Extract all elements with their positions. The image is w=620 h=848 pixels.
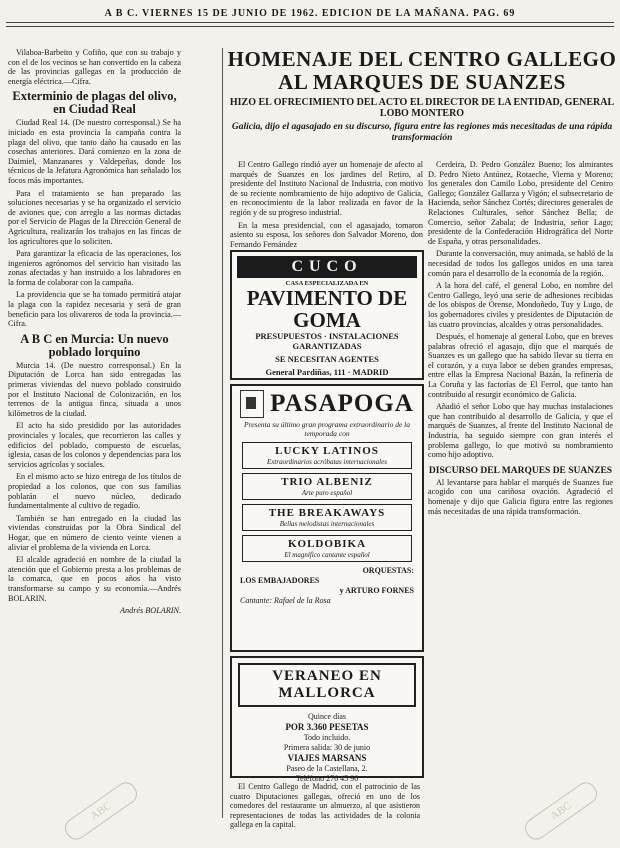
article-intro: Vilaboa-Barbeito y Cofiño, que con su trabajo y con el de los vecinos se han convertido en la cabeza de las provincias gallegas en la producción de energía eléctrica.—Cifra. — [8, 48, 181, 86]
paragraph: Añadió el señor Lobo que hay muchas instalaciones que han contribuido al desarrollo de Galicia, y que el marqués de Suanzes, al frente del Instituto Nacional de Industria, ha seguido siempre con gran interés el problema gallego, lo que motivó su nombramiento como hijo adoptivo. — [428, 402, 613, 460]
paragraph: Durante la conversación, muy animada, se habló de la necesidad de todos los gallegos unidos en una tarea común para el desarrollo de la economía de la región. — [428, 249, 613, 278]
ad-services: PRESUPUESTOS · INSTALACIONES GARANTIZADAS — [255, 331, 399, 351]
paragraph: Murcia 14. (De nuestro corresponsal.) En la Diputación de Lorca han sido entregadas las primeras viviendas del nuevo poblado construido por el Instituto Nacional de Colonización, en los terrenos de la antigua finca, situada a unos kilómetros de la ciudad. — [8, 360, 181, 418]
ad-line: Paseo de la Castellana, 2. — [286, 764, 368, 773]
act-name: TRIO ALBENIZ — [281, 476, 373, 488]
ad-pasapoga — [230, 384, 424, 652]
paragraph: El Centro Gallego rindió ayer un homenaje de afecto al marqués de Suanzes en los jardines del Retiro, al presidente del Instituto Nacional de Industria, con motivo de su reciente nombramiento de hijo adoptivo de Galicia, en reconocimiento de la labor realizada en favor de la región y de su progreso industrial. — [230, 160, 423, 217]
orchestra-1: LOS EMBAJADORES — [240, 576, 320, 585]
act-name: THE BREAKAWAYS — [268, 507, 386, 519]
ad-product: PAVIMENTO DE GOMA — [246, 286, 408, 332]
paragraph: Al levantarse para hablar el marqués de Suanzes fue acogido con una cariñosa ovación. Agradeció el homenaje y dijo que Galicia figura entre las regiones más necesitadas de una rápida transformación. — [428, 477, 613, 516]
crest-icon — [240, 390, 264, 418]
act-desc: El magnífico cantante español — [284, 551, 370, 559]
orchestras — [240, 566, 414, 606]
ad-mallorca-banner: VERANEO EN MALLORCA — [238, 663, 416, 707]
ad-act — [242, 504, 412, 531]
paragraph: También se han entregado en la ciudad las viviendas construidas por la Obra Sindical del Hogar, que en número de ciento veinte vienen a aliviar el problema de la vivienda en Lorca. — [8, 513, 181, 552]
ad-intro: Presenta su último gran programa extraordinario de la temporada con — [243, 420, 411, 438]
paragraph: A la hora del café, el general Lobo, en nombre del Centro Gallego, leyó una serie de adhesiones recibidas de los obispos de Orense, Mondoñedo, Tuy y Lugo, de los gobernadores civiles y presidentes de Diputación de las cuatro provincias, alcaldes y otras personalidades. — [428, 281, 613, 329]
ad-tagline: CASA ESPECIALIZADA EN — [285, 280, 369, 287]
singer: Cantante: Rafael de la Rosa — [240, 596, 331, 605]
column-center — [230, 160, 423, 252]
ad-act — [242, 535, 412, 562]
paragraph: El acto ha sido presidido por las autoridades provinciales y locales, que recorrieron las calles y edificios del poblado, compuesto de escuelas, iglesia, casas de los colonos y dependencias para los servicios agrícolas y sociales. — [8, 421, 181, 469]
ad-price: POR 3.360 PESETAS — [285, 722, 369, 732]
ad-phone: Teléfono 276 45 96 — [295, 774, 359, 783]
headline-olivo: Exterminio de plagas del olivo, en Ciudad Real — [12, 89, 177, 117]
ad-address: General Pardiñas, 111 · MADRID — [265, 367, 389, 377]
paragraph: Para garantizar la eficacia de las operaciones, los ingenieros agrónomos del servicio han visitado las zonas afectadas y han instruido a los labradores en la forma de colaborar con la campaña. — [8, 249, 181, 287]
ad-agency: VIAJES MARSANS — [287, 753, 367, 763]
act-name: LUCKY LATINOS — [275, 445, 379, 457]
orchestras-label: ORQUESTAS: — [362, 566, 414, 575]
ad-act — [242, 473, 412, 500]
orchestra-2: y ARTURO FORNES — [339, 586, 414, 595]
act-desc: Arte puro español — [301, 489, 353, 497]
act-desc: Extraordinarios acróbatas internacionales — [267, 458, 387, 466]
headline-dek: Galicia, dijo el agasajado en su discurso, figura entre las regiones más necesitadas de una rápida transformación — [231, 122, 613, 143]
ad-veraneo-mallorca — [230, 656, 424, 783]
ad-pavimento-goma — [230, 250, 424, 380]
paragraph: En la mesa presidencial, con el agasajado, tomaron asiento su esposa, los señores don Salvador Moreno, don Fernando Fernández — [230, 220, 423, 249]
headline-title: HOMENAJE DEL CENTRO GALLEGO AL MARQUES DE SUANZES — [227, 47, 617, 94]
headline-murcia: A B C en Murcia: Un nuevo poblado lorquino — [20, 331, 169, 359]
ad-agents: SE NECESITAN AGENTES — [275, 354, 379, 364]
ad-brand-banner: CUCO — [237, 256, 417, 278]
act-name: KOLDOBIKA — [287, 538, 367, 550]
ad-line: Primera salida: 30 de junio — [283, 743, 371, 752]
paragraph: El alcalde agradeció en nombre de la ciudad la atención que el Gobierno presta a los problemas de la comarca, que en pocos años ha visto transformarse su campo y su economía.—Andrés BOLARIN. — [8, 555, 181, 603]
column-right — [428, 160, 613, 519]
header-rule — [6, 22, 614, 23]
page-header: A B C. VIERNES 15 DE JUNIO DE 1962. EDICION DE LA MAÑANA. PAG. 69 — [104, 8, 516, 19]
ad-line: Quince días — [308, 712, 346, 721]
watermark-stamp: ABC — [61, 778, 141, 843]
ad-line: Todo incluido. — [303, 733, 351, 742]
paragraph: La providencia que se ha tomado permitirá atajar la plaga con la rapidez necesaria y será de gran beneficio para los olivareros de toda la provincia.—Cifra. — [8, 290, 181, 329]
paragraph: Después, el homenaje al general Lobo, que en breves palabras ofreció el agasajo, dijo que el marqués de Suanzes es un gallego que ha sabido llevar su tierra en el corazón, y a cuya labor se deben grandes empresas, entre ellas la Empresa Nacional Bazán, la refinería de La Coruña y las factorías de El Ferrol, que tanto han contribuido al resurgir económico de Galicia. — [428, 332, 613, 399]
watermark-stamp: ABC — [521, 778, 601, 843]
headline-discurso: DISCURSO DEL MARQUES DE SUANZES — [428, 465, 613, 476]
ad-pasapoga-title: PASAPOGA — [270, 390, 414, 417]
column-divider — [222, 48, 223, 818]
paragraph: Cerdeira, D. Pedro González Bueno; los almirantes D. Pedro Nieto Antúnez, Rotaeche, Vierna y Moreno; los generales don Camilo Lobo, presidente del Centro Gallego; González Gallarza y Vigón; el subsecretario de Hacienda, señor Sánchez Cortés; directores generales de Relaciones Culturales, señor Sánchez Bella; de Comercio, señor Zabala; de Industria, señor Lago; presidente de la Confederación Hidrográfica del Norte de España, y otras personalidades. — [428, 160, 613, 246]
main-headline — [226, 48, 618, 144]
paragraph: Ciudad Real 14. (De nuestro corresponsal.) Se ha iniciado en esta provincia la campaña contra la plaga del olivo, que tanto daño ha causado en las cosechas anteriores. Dará comienzo en la zona de Daimiel, Manzanares y Valdepeñas, donde los técnicos de la Jefatura Agronómica han señalado los focos más importantes. — [8, 118, 181, 185]
byline: Andrés BOLARIN. — [120, 606, 181, 616]
paragraph: El Centro Gallego de Madrid, con el patrocinio de las cuatro Diputaciones gallegas, ofreció en uno de los comedores del restaurante un almuerzo, al que asistieron representaciones de todas las actividades de la colonia gallega en la capital. — [230, 782, 420, 829]
header-rule-2 — [6, 26, 614, 27]
headline-subtitle: HIZO EL OFRECIMIENTO DEL ACTO EL DIRECTOR DE LA ENTIDAD, GENERAL LOBO MONTERO — [229, 97, 615, 119]
paragraph: En el mismo acto se hizo entrega de los títulos de propiedad a los colonos, que con sus familias poblarán el nuevo núcleo, dedicado fundamentalmente al cultivo de regadío. — [8, 472, 181, 511]
act-desc: Bellas melodistas internacionales — [279, 520, 375, 528]
column-left — [8, 48, 181, 616]
paragraph: Para el tratamiento se han preparado las soluciones necesarias y se ha organizado el servicio de aviones que, con arreglo a las normas dictadas por el Servicio de Plagas de la Dirección General de Agricultura, realizarán los trabajos en las fincas de los agricultores que lo soliciten. — [8, 188, 181, 246]
ad-act — [242, 442, 412, 469]
column-center-bottom — [230, 782, 420, 833]
